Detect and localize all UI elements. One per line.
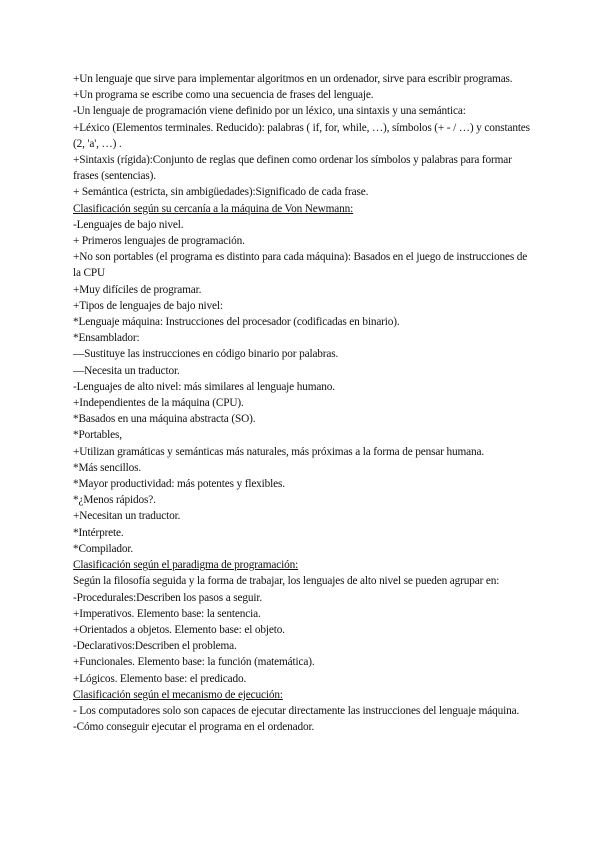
section-heading: Clasificación según su cercanía a la máquina de Von Newmann: bbox=[73, 202, 354, 215]
section-heading: Clasificación según el paradigma de programación: bbox=[73, 559, 299, 572]
text-line: - Los computadores solo son capaces de ejecutar directamente las instrucciones del lenguaje máquina. bbox=[73, 704, 520, 717]
text-line: +Imperativos. Elemento base: la sentencia. bbox=[73, 607, 261, 620]
text-line: -Un lenguaje de programación viene definido por un léxico, una sintaxis y una semántica: bbox=[73, 105, 466, 118]
section-heading: Clasificación según el mecanismo de ejecución: bbox=[73, 688, 283, 701]
text-line: *Basados en una máquina abstracta (SO). bbox=[73, 413, 256, 426]
text-line: +Léxico (Elementos terminales. Reducido): palabras ( if, for, while, …), símbolos (+ - / …) y constantes (2, 'a', …) . bbox=[73, 121, 530, 150]
text-line: -Declarativos:Describen el problema. bbox=[73, 640, 237, 653]
text-line: —Necesita un traductor. bbox=[73, 364, 180, 377]
text-line: *Portables, bbox=[73, 429, 122, 442]
text-line: *Intérprete. bbox=[73, 526, 124, 539]
text-line: +Muy difíciles de programar. bbox=[73, 283, 202, 296]
text-line: + Semántica (estricta, sin ambigüedades):Significado de cada frase. bbox=[73, 186, 369, 199]
text-line: +Sintaxis (rígida):Conjunto de reglas que definen como ordenar los símbolos y palabras para formar frases (sentencias). bbox=[73, 154, 512, 183]
text-line: +Un programa se escribe como una secuencia de frases del lenguaje. bbox=[73, 89, 374, 102]
text-line: -Lenguajes de bajo nivel. bbox=[73, 218, 184, 231]
text-line: + Primeros lenguajes de programación. bbox=[73, 235, 245, 248]
text-line: *¿Menos rápidos?. bbox=[73, 494, 156, 507]
text-line: +No son portables (el programa es distinto para cada máquina): Basados en el juego de instrucciones de la CPU bbox=[73, 251, 528, 280]
text-line: Según la filosofía seguida y la forma de trabajar, los lenguajes de alto nivel se pueden agrupar en: bbox=[73, 575, 500, 588]
text-line: +Un lenguaje que sirve para implementar algoritmos en un ordenador, sirve para escribir programas. bbox=[73, 73, 513, 85]
text-line: +Orientados a objetos. Elemento base: el objeto. bbox=[73, 623, 285, 636]
text-line: +Tipos de lenguajes de bajo nivel: bbox=[73, 299, 223, 312]
text-line: +Lógicos. Elemento base: el predicado. bbox=[73, 672, 247, 685]
text-line: +Necesitan un traductor. bbox=[73, 510, 181, 523]
text-line: +Independientes de la máquina (CPU). bbox=[73, 397, 244, 410]
text-line: -Lenguajes de alto nivel: más similares al lenguaje humano. bbox=[73, 380, 335, 393]
text-line: +Utilizan gramáticas y semánticas más naturales, más próximas a la forma de pensar humana. bbox=[73, 445, 485, 458]
document-body bbox=[73, 71, 535, 735]
text-line: *Compilador. bbox=[73, 542, 134, 555]
text-line: *Ensamblador: bbox=[73, 332, 140, 345]
text-line: *Mayor productividad: más potentes y flexibles. bbox=[73, 478, 285, 491]
text-line: *Más sencillos. bbox=[73, 461, 142, 474]
text-line: *Lenguaje máquina: Instrucciones del procesador (codificadas en binario). bbox=[73, 316, 400, 329]
text-line: +Funcionales. Elemento base: la función (matemática). bbox=[73, 656, 315, 669]
text-line: -Procedurales:Describen los pasos a seguir. bbox=[73, 591, 262, 604]
text-line: -Cómo conseguir ejecutar el programa en el ordenador. bbox=[73, 721, 315, 734]
text-line: —Sustituye las instrucciones en código binario por palabras. bbox=[73, 348, 339, 361]
